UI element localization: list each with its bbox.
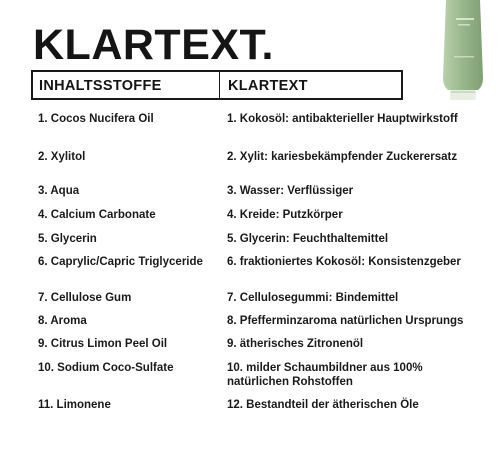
ingredient-cell: 4. Calcium Carbonate [38, 209, 156, 221]
ingredient-cell: 1. Cocos Nucifera Oil [38, 113, 154, 125]
plaintext-cell: 8. Pfefferminzaroma natürlichen Ursprungs [227, 315, 464, 327]
plaintext-cell: 4. Kreide: Putzkörper [227, 209, 343, 221]
ingredient-cell: 10. Sodium Coco-Sulfate [38, 362, 174, 374]
plaintext-cell: 10. milder Schaumbildner aus 100% natürlichen Rohstoffen [227, 362, 423, 388]
ingredient-cell: 3. Aqua [38, 185, 80, 197]
table-header [31, 70, 403, 100]
plaintext-cell: 9. ätherisches Zitronenöl [227, 338, 364, 350]
plaintext-cell: 1. Kokosöl: antibakterieller Hauptwirkstoff [227, 113, 458, 125]
plaintext-cell: 12. Bestandteil der ätherischen Öle [227, 399, 419, 411]
toothpaste-tube-image [440, 0, 486, 101]
ingredient-cell: 9. Citrus Limon Peel Oil [38, 338, 168, 350]
plaintext-cell: 2. Xylit: kariesbekämpfender Zuckerersatz [227, 151, 458, 163]
ingredient-cell: 7. Cellulose Gum [38, 292, 132, 304]
column-header-ingredients: INHALTSSTOFFE [39, 78, 162, 94]
plaintext-cell: 7. Cellulosegummi: Bindemittel [227, 292, 399, 304]
ingredient-cell: 2. Xylitol [38, 151, 86, 163]
plaintext-cell: 6. fraktioniertes Kokosöl: Konsistenzgeber [227, 256, 461, 268]
ingredient-cell: 6. Caprylic/Capric Triglyceride [38, 256, 203, 268]
column-header-plaintext: KLARTEXT [228, 78, 308, 94]
plaintext-cell: 5. Glycerin: Feuchthaltemittel [227, 233, 389, 245]
ingredient-cell: 11. Limonene [38, 399, 111, 411]
ingredient-cell: 8. Aroma [38, 315, 87, 327]
page-title: KLARTEXT. [33, 21, 274, 69]
ingredient-cell: 5. Glycerin [38, 233, 97, 245]
plaintext-cell: 3. Wasser: Verflüssiger [227, 185, 354, 197]
column-divider [219, 72, 220, 98]
